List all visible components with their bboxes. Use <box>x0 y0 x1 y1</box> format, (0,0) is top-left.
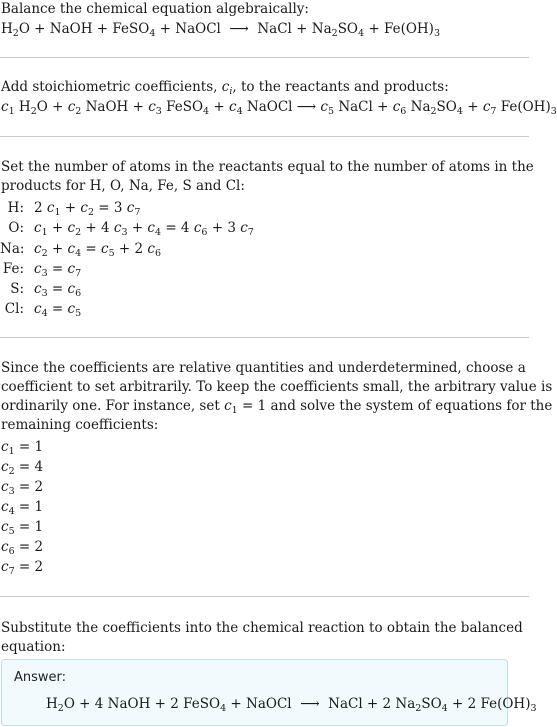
divider <box>0 596 529 597</box>
solution-c3: $c_3 = 2$ <box>1 479 44 497</box>
solution-c6: $c_6 = 2$ <box>1 539 44 557</box>
divider <box>0 136 529 137</box>
intro-text: Balance the chemical equation algebraically: <box>1 1 309 17</box>
solution-c5: $c_5 = 1$ <box>1 519 44 537</box>
solution-c2: $c_2 = 4$ <box>1 459 44 477</box>
coefficients-intro: Add stoichiometric coefficients, $c_i$, to the reactants and products: <box>1 79 449 97</box>
solve-text-line2: coefficient to set arbitrarily. To keep the coefficients small, the arbitrary value is <box>1 379 553 395</box>
balanced-equation: $H_2O + 4$ NaOH + 2 FeSO$_4$ + NaOCl ⟶ NaCl + 2 $Na_2SO_4 + 2$ $Fe(OH)_3$ <box>46 696 537 714</box>
solution-c7: $c_7 = 2$ <box>1 559 44 577</box>
unbalanced-equation: $H_2O$ + NaOH + FeSO$_4$ + NaOCl ⟶ NaCl + $Na_2SO_4 + Fe(OH)_3$ <box>1 21 440 39</box>
atom-balance-intro-line1: Set the number of atoms in the reactants equal to the number of atoms in the <box>1 159 534 175</box>
solve-text-line3: ordinarily one. For instance, set $c_1 = 1$ and solve the system of equations for the <box>1 398 553 416</box>
divider <box>0 57 529 58</box>
coefficient-equation: $c_1$ $H_2O + c_2$ NaOH + $c_3$ FeSO$_4$ + $c_4$ NaOCl ⟶ $c_5$ NaCl + $c_6$ $Na_2SO_4 + c_7$ $Fe(OH)_3$ <box>1 99 557 117</box>
solve-text-line1: Since the coefficients are relative quantities and underdetermined, choose a <box>1 360 526 376</box>
divider <box>0 337 529 338</box>
atom-balance-intro-line2: products for H, O, Na, Fe, S and Cl: <box>1 178 245 194</box>
solve-text-line4: remaining coefficients: <box>1 417 159 433</box>
solution-c4: $c_4 = 1$ <box>1 499 44 517</box>
substitute-text-line1: Substitute the coefficients into the chemical reaction to obtain the balanced <box>1 620 523 636</box>
solution-c1: $c_1 = 1$ <box>1 439 44 457</box>
answer-label: Answer: <box>14 670 67 685</box>
substitute-text-line2: equation: <box>1 639 66 655</box>
answer-box <box>1 659 537 726</box>
